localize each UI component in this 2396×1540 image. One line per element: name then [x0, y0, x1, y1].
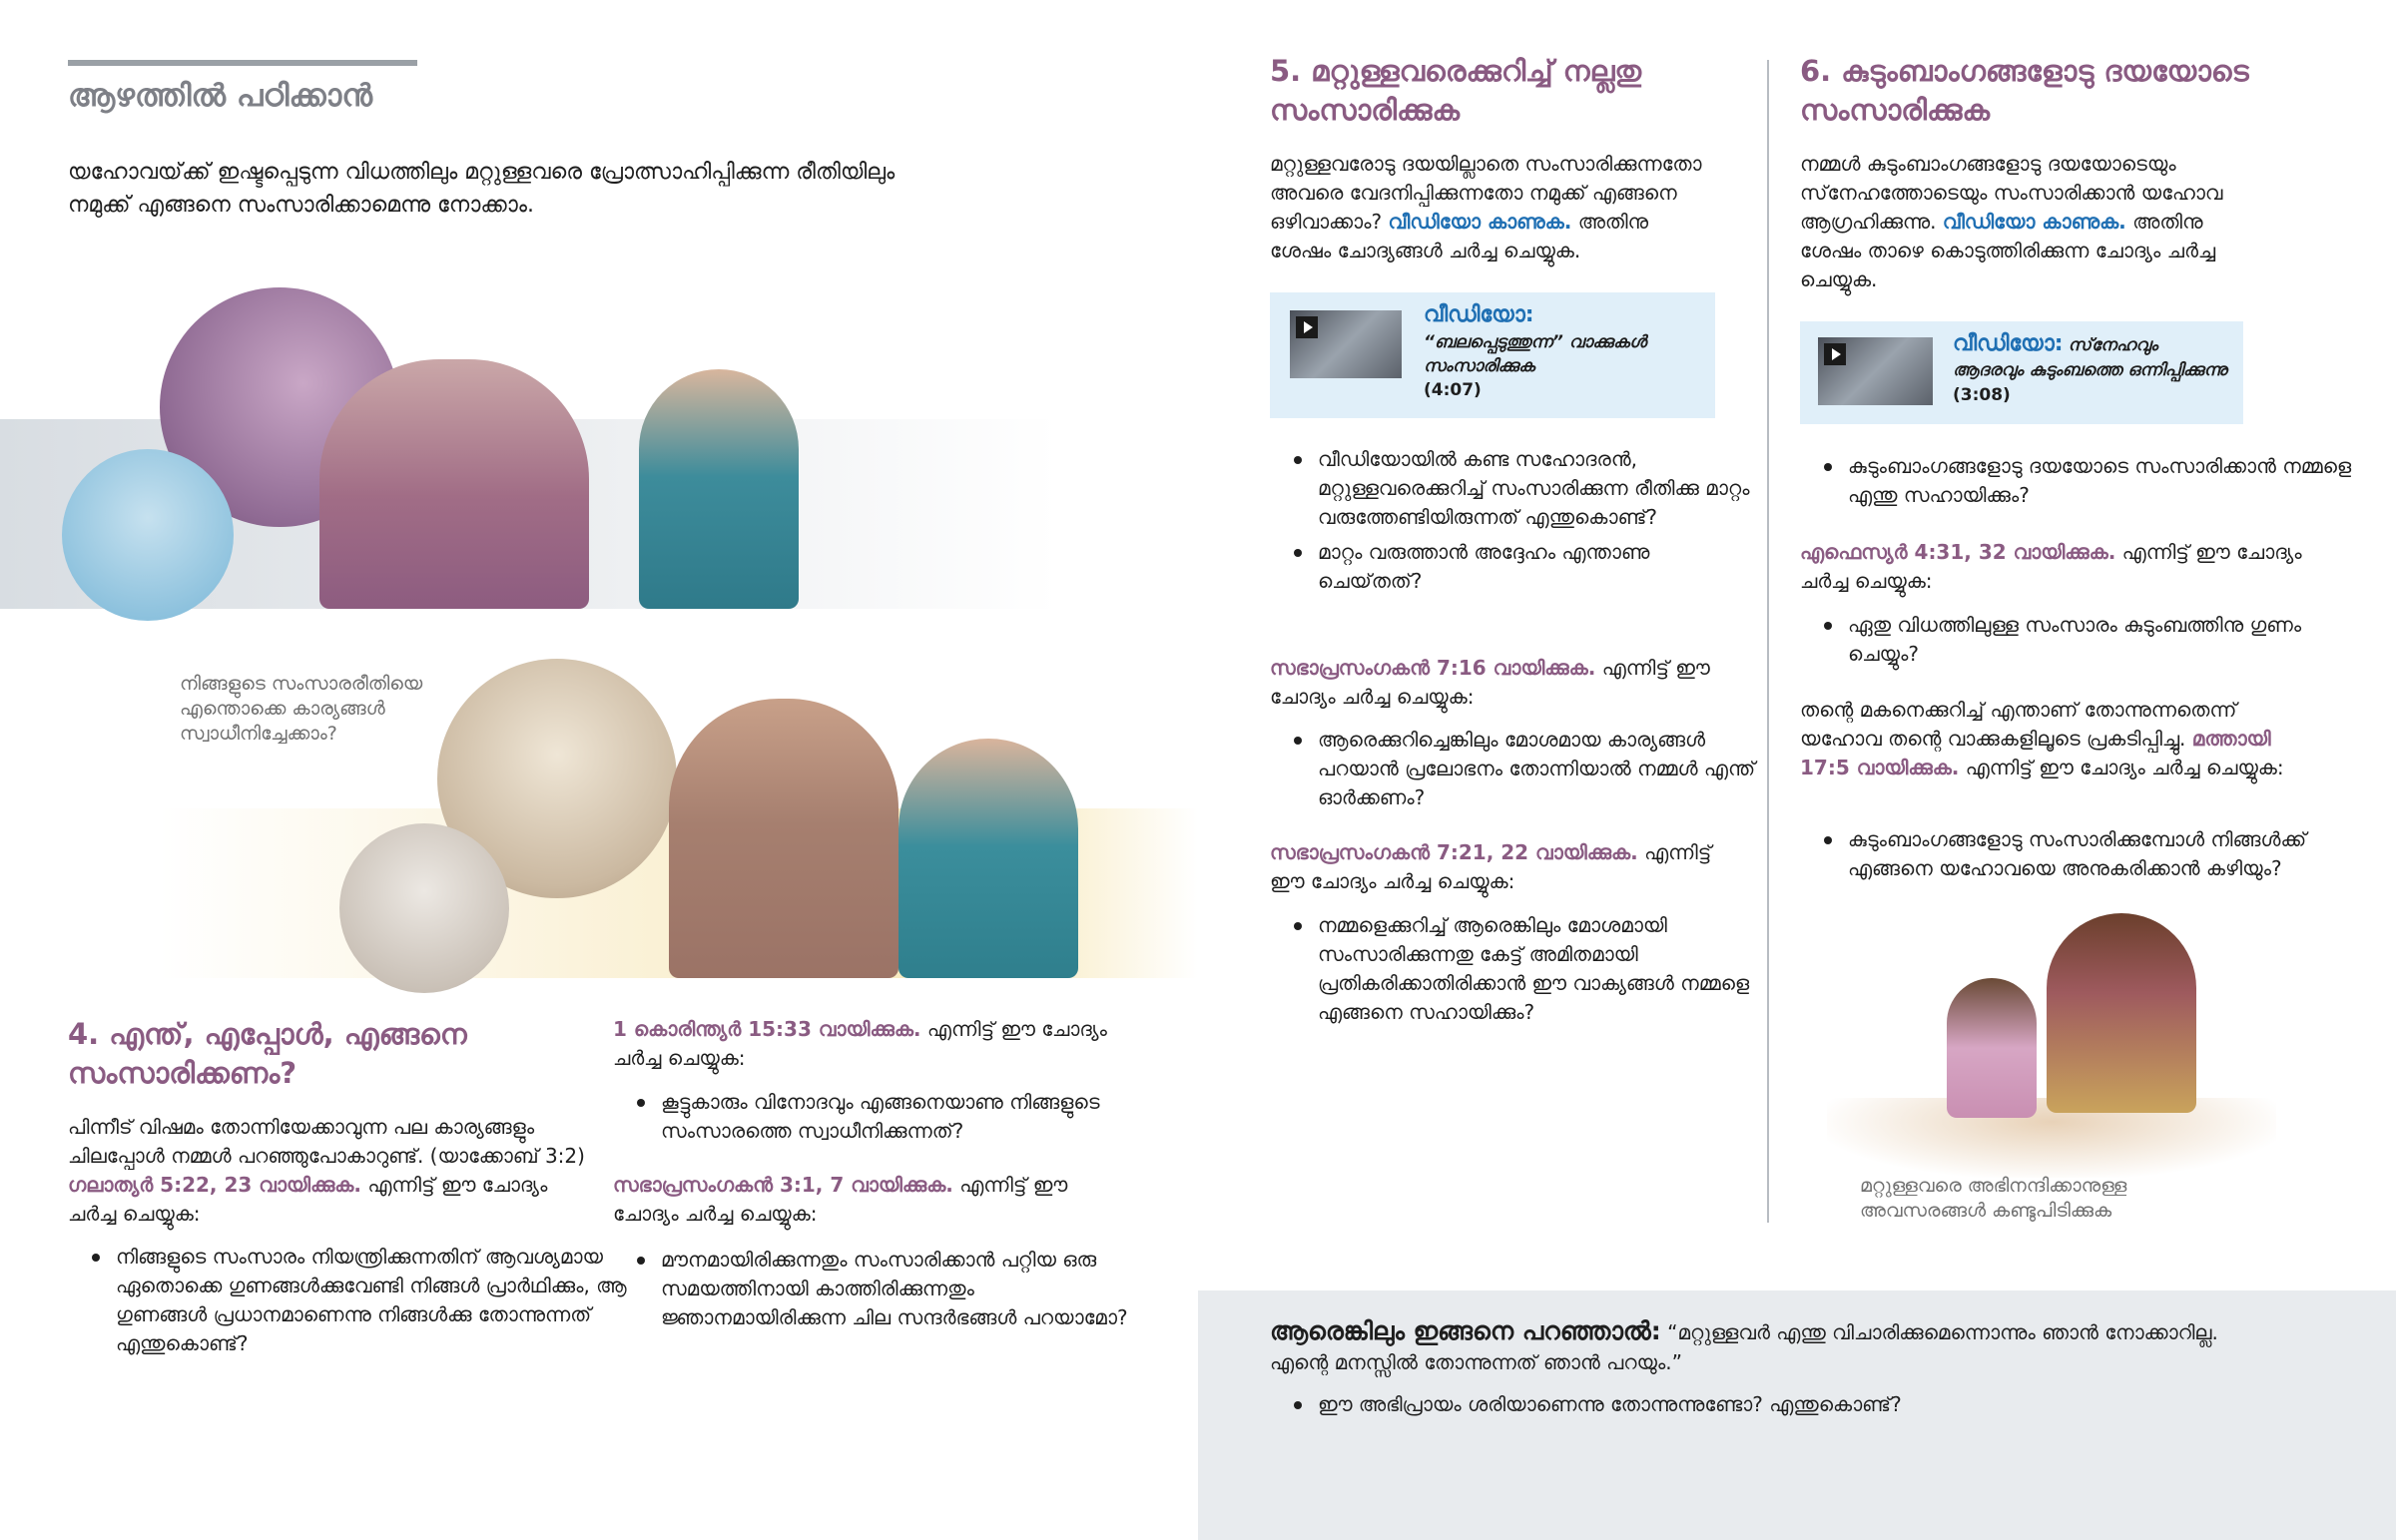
list-item: വീഡിയോയിൽ കണ്ട സഹോദരൻ, മറ്റുള്ളവരെക്കുറിച്ച് സംസാരിക്കുന്ന രീതിക്കു മാറ്റം വരുത്തേണ്ടിയിരുന്നത് എന്തുകൊണ്ട്? — [1318, 445, 1757, 532]
list-item: നമ്മളെക്കുറിച്ച് ആരെങ്കിലും മോശമായി സംസാരിക്കുന്നതു കേട്ട് അമിതമായി പ്രതികരിക്കാതിരിക്കാൻ ഈ വാക്യങ്ങൾ നമ്മളെ എങ്ങനെ സഹായിക്കും? — [1318, 911, 1757, 1027]
illustration-caption: നിങ്ങളുടെ സംസാരരീതിയെ എന്തൊക്കെ കാര്യങ്ങൾ സ്വാധീനിച്ചേക്കാം? — [180, 673, 423, 745]
section-4-p2-after: എന്നിട്ട് ഈ ചോദ്യം ചർച്ച ചെയ്യുക: — [613, 1017, 1107, 1070]
footer-paragraph — [1270, 1316, 2248, 1377]
intro-paragraph: യഹോവയ്‌ക്ക് ഇഷ്ടപ്പെടുന്ന വിധത്തിലും മറ്റുള്ളവരെ പ്രോത്സാഹിപ്പിക്കുന്ന രീതിയിലും നമുക്ക് എങ്ങനെ സംസാരിക്കാമെന്നു നോക്കാം. — [68, 160, 896, 218]
section-4-paragraph-2 — [613, 1015, 1112, 1073]
child-figure — [1947, 978, 2037, 1118]
list-item: ഏതു വിധത്തിലുള്ള സംസാരം കുടുംബത്തിനു ഗുണം ചെയ്യും? — [1848, 611, 2347, 669]
section-4-bullets-3 — [613, 1246, 1160, 1338]
section-6-p1-text: നമ്മൾ കുടുംബാംഗങ്ങളോടു ദയയോടെയും സ്‌നേഹത്തോടെയും സംസാരിക്കാൻ യഹോവ ആഗ്രഹിക്കുന്നു. — [1800, 152, 2223, 234]
galatians-ref-link[interactable]: ഗലാത്യർ 5:22, 23 വായിക്കുക. — [68, 1173, 361, 1197]
section-6-title: 6. കുടുംബാംഗങ്ങളോടു ദയയോടെ സംസാരിക്കുക — [1800, 54, 2249, 127]
section-6-p1-after: അതിനു ശേഷം താഴെ കൊടുത്തിരിക്കുന്ന ചോദ്യം ചർച്ച ചെയ്യുക. — [1800, 210, 2216, 291]
woman-figure-bottom — [898, 739, 1078, 978]
video-heading — [1953, 331, 2232, 408]
footer-box — [1198, 1290, 2396, 1540]
list-item: കൂട്ടുകാരും വിനോദവും എങ്ങനെയാണു നിങ്ങളുടെ സംസാരത്തെ സ്വാധീനിക്കുന്നത്? — [661, 1088, 1160, 1146]
section-6-bullets-2 — [1800, 611, 2347, 675]
headphones-scene-circle — [62, 449, 234, 621]
woman-figure-top — [639, 369, 799, 609]
section-5-video-card[interactable] — [1270, 292, 1715, 418]
section-6-p2-after: എന്നിട്ട് ഈ ചോദ്യം ചർച്ച ചെയ്യുക: — [1800, 540, 2302, 593]
video-thumbnail — [1290, 310, 1402, 378]
section-5-p2-after: എന്നിട്ട് ഈ ചോദ്യം ചർച്ച ചെയ്യുക: — [1270, 656, 1710, 709]
list-item: ആരെക്കുറിച്ചെങ്കിലും മോശമായ കാര്യങ്ങൾ പറയാൻ പ്രലോഭനം തോന്നിയാൽ നമ്മൾ എന്ത് ഓർക്കണം? — [1318, 726, 1757, 812]
section-5-bullets-1 — [1270, 445, 1757, 602]
ecclesiastes-7-16-ref-link[interactable]: സഭാപ്രസംഗകൻ 7:16 വായിക്കുക. — [1270, 656, 1596, 680]
section-5-paragraph-3 — [1270, 838, 1719, 896]
section-6-video-card[interactable] — [1800, 321, 2243, 424]
video-duration: (3:08) — [1953, 385, 2011, 405]
ecclesiastes-7-21-ref-link[interactable]: സഭാപ്രസംഗകൻ 7:21, 22 വായിക്കുക. — [1270, 840, 1638, 864]
section-6-watch-video-link[interactable]: വീഡിയോ കാണുക. — [1942, 210, 2126, 234]
illustration-family — [1827, 908, 2276, 1178]
section-6-bullets-1 — [1800, 452, 2367, 516]
video-title: “ബലപ്പെടുത്തുന്ന” വാക്കുകൾ സംസാരിക്കുക — [1424, 332, 1647, 376]
section-6-bullets-3 — [1800, 825, 2327, 889]
illustration-top — [0, 269, 1058, 609]
section-5-bullets-2 — [1270, 726, 1757, 818]
section-4-p1-text: പിന്നീട് വിഷമം തോന്നിയേക്കാവുന്ന പല കാര്യങ്ങളും ചിലപ്പോൾ നമ്മൾ പറഞ്ഞുപോകാറുണ്ട്. (യാക്കോബ് 3:2) — [68, 1115, 585, 1168]
column-divider — [1767, 60, 1769, 1223]
section-6-p3-after: എന്നിട്ട് ഈ ചോദ്യം ചർച്ച ചെയ്യുക: — [1965, 756, 2284, 779]
list-item: കുടുംബാംഗങ്ങളോടു ദയയോടെ സംസാരിക്കാൻ നമ്മളെ എന്തു സഹായിക്കും? — [1848, 452, 2367, 510]
list-item: നിങ്ങളുടെ സംസാരം നിയന്ത്രിക്കുന്നതിന് ആവശ്യമായ ഏതൊക്കെ ഗുണങ്ങൾക്കുവേണ്ടി നിങ്ങൾ പ്രാർഥിക്കും, ആ ഗുണങ്ങൾ പ്രധാനമാണെന്നു നിങ്ങൾക്കു തോന്നുന്നത് എന്തുകൊണ്ട്? — [116, 1243, 645, 1358]
section-4-p3-after: എന്നിട്ട് ഈ ചോദ്യം ചർച്ച ചെയ്യുക: — [613, 1173, 1068, 1226]
section-5-title: 5. മറ്റുള്ളവരെക്കുറിച്ച് നല്ലതു സംസാരിക്കുക — [1270, 54, 1642, 127]
angry-man-figure — [319, 359, 589, 609]
section-5-paragraph-2 — [1270, 654, 1719, 712]
page-title: ആഴത്തിൽ പഠിക്കാൻ — [68, 78, 373, 114]
video-label: വീഡിയോ: — [1424, 302, 1534, 327]
section-5-paragraph-1 — [1270, 150, 1709, 265]
family-caption: മറ്റുള്ളവരെ അഭിനന്ദിക്കാനുള്ള അവസരങ്ങൾ കണ്ടുപിടിക്കുക — [1860, 1175, 2127, 1222]
section-6-paragraph-3 — [1800, 696, 2299, 782]
section-5-p3-after: എന്നിട്ട് ഈ ചോദ്യം ചർച്ച ചെയ്യുക: — [1270, 840, 1712, 893]
corinthians-ref-link[interactable]: 1 കൊരിന്ത്യർ 15:33 വായിക്കുക. — [613, 1017, 921, 1041]
video-thumbnail — [1818, 337, 1933, 405]
header-rule — [68, 60, 417, 66]
section-4-p1-after: എന്നിട്ട് ഈ ചോദ്യം ചർച്ച ചെയ്യുക: — [68, 1173, 548, 1226]
list-item: കുടുംബാംഗങ്ങളോടു സംസാരിക്കുമ്പോൾ നിങ്ങൾക്ക് എങ്ങനെ യഹോവയെ അനുകരിക്കാൻ കഴിയും? — [1848, 825, 2327, 883]
section-4-title: 4. എന്ത്, എപ്പോൾ, എങ്ങനെ സംസാരിക്കണം? — [68, 1017, 467, 1090]
section-4-bullets-1 — [68, 1243, 645, 1364]
ecclesiastes-3-ref-link[interactable]: സഭാപ്രസംഗകൻ 3:1, 7 വായിക്കുക. — [613, 1173, 953, 1197]
section-4-paragraph-3 — [613, 1171, 1122, 1229]
play-icon — [1824, 343, 1846, 365]
section-4-paragraph-1 — [68, 1113, 587, 1229]
list-item: ഈ അഭിപ്രായം ശരിയാണെന്നു തോന്നുന്നുണ്ടോ? എന്തുകൊണ്ട്? — [1318, 1390, 2216, 1419]
play-icon — [1296, 316, 1318, 338]
section-5-watch-video-link[interactable]: വീഡിയോ കാണുക. — [1388, 210, 1572, 234]
matthew-ref-link[interactable]: മത്തായി 17:5 വായിക്കുക. — [1800, 727, 2271, 779]
video-title: സ്‌നേഹവും ആദരവും കുടുംബത്തെ ഒന്നിപ്പിക്കുന്നു — [1953, 335, 2227, 380]
footer-bullets — [1270, 1390, 2216, 1425]
section-5-p1-text: മറ്റുള്ളവരോടു ദയയില്ലാതെ സംസാരിക്കുന്നതോ അവരെ വേദനിപ്പിക്കുന്നതോ നമുക്ക് എങ്ങനെ ഒഴിവാക്കാം? — [1270, 152, 1702, 234]
calm-man-figure — [669, 699, 898, 978]
footer-quote: “മറ്റുള്ളവർ എന്തു വിചാരിക്കുമെന്നൊന്നും ഞാൻ നോക്കാറില്ല. എന്റെ മനസ്സിൽ തോന്നുന്നത് ഞാൻ പറയും.” — [1270, 1320, 2218, 1374]
list-item: മൗനമായിരിക്കുന്നതും സംസാരിക്കാൻ പറ്റിയ ഒരു സമയത്തിനായി കാത്തിരിക്കുന്നതും ജ്ഞാനമായിരിക്കുന്ന ചില സന്ദർഭങ്ങൾ പറയാമോ? — [661, 1246, 1160, 1332]
reading-scene-circle — [339, 823, 509, 993]
ephesians-ref-link[interactable]: എഫെസ്യർ 4:31, 32 വായിക്കുക. — [1800, 540, 2116, 564]
section-6-paragraph-2 — [1800, 538, 2339, 596]
section-6-paragraph-1 — [1800, 150, 2269, 294]
section-5-p1-after: അതിനു ശേഷം ചോദ്യങ്ങൾ ചർച്ച ചെയ്യുക. — [1270, 210, 1649, 262]
section-6-p3-text: തന്റെ മകനെക്കുറിച്ച് എന്താണ് തോന്നുന്നതെന്ന് യഹോവ തന്റെ വാക്കുകളിലൂടെ പ്രകടിപ്പിച്ചു. — [1800, 698, 2237, 751]
section-5-bullets-3 — [1270, 911, 1757, 1033]
video-duration: (4:07) — [1424, 380, 1482, 400]
footer-lead: ആരെങ്കിലും ഇങ്ങനെ പറഞ്ഞാൽ: — [1270, 1316, 1661, 1345]
video-label: വീഡിയോ: — [1953, 331, 2064, 356]
mother-figure — [2047, 913, 2196, 1113]
list-item: മാറ്റം വരുത്താൻ അദ്ദേഹം എന്താണു ചെയ്‌തത്? — [1318, 538, 1757, 596]
section-4-bullets-2 — [613, 1088, 1160, 1152]
